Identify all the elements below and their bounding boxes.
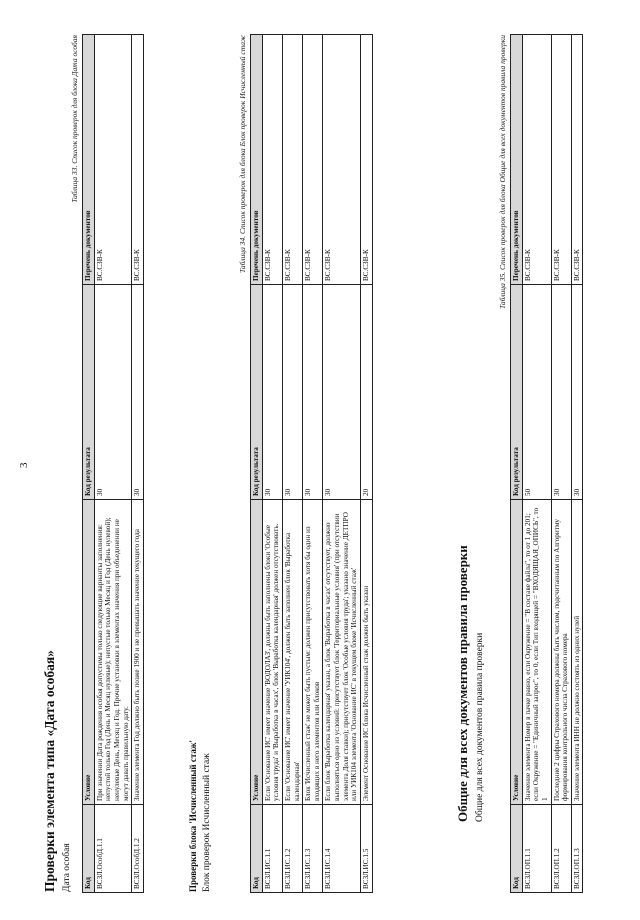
cell-code: ВСЗЛ.ИС.1.2 <box>282 805 302 893</box>
cell-condition: Последние 2 цифры Страхового номера должны быть числом, подсчитанным по Алгоритму формирования контрольного числа Страхового номера <box>551 500 571 805</box>
cell-result-code: 30 <box>323 285 361 500</box>
cell-code: ВСЗЛ.ИС.1.3 <box>303 805 323 893</box>
cell-result-code: 30 <box>262 285 282 500</box>
cell-code: ВСЗЛ.ИС.1.1 <box>262 805 282 893</box>
header-code: Код <box>511 805 523 893</box>
section-heading-general: Общие для всех документов правила проверки <box>455 545 470 822</box>
table-33 <box>82 34 144 893</box>
cell-documents: ВС.СЗВ-К <box>323 35 361 285</box>
cell-result-code: 30 <box>551 285 571 500</box>
cell-documents: ВС.СЗВ-К <box>522 35 551 285</box>
header-code: Код <box>251 805 263 893</box>
header-documents: Перечень документов <box>83 35 95 285</box>
table-header-row <box>511 35 523 893</box>
cell-result-code: 30 <box>282 285 302 500</box>
cell-documents: ВС.СЗВ-К <box>262 35 282 285</box>
table-row <box>571 35 583 893</box>
section-subheading-date: Дата особая <box>62 843 72 892</box>
table-header-row <box>251 35 263 893</box>
table-35 <box>510 34 583 893</box>
section-subheading-general: Общие для всех документов правила проверки <box>475 632 485 822</box>
cell-condition: Если 'Основание ИС' имеет значение 'УИК104', должен быть заполнен блок 'Выработка календарная' <box>282 500 302 805</box>
cell-condition: Значение элемента ИНН не должно состоять из одних нулей <box>571 500 583 805</box>
cell-result-code: 30 <box>303 285 323 500</box>
cell-condition: Если 'Основание ИС' имеет значение 'ВОДОЛАЗ', должны быть заполнены блоки 'Особые условия труда' и 'Выработка в часах', блок 'Выработка календарная' должен отсутствовать. <box>262 500 282 805</box>
table-caption-34: Таблица 34. Список проверок для блока Блок проверок Исчисленный стаж <box>238 35 247 273</box>
cell-result-code: 30 <box>571 285 583 500</box>
cell-documents: ВС.СЗВ-К <box>551 35 571 285</box>
table-row <box>551 35 571 893</box>
cell-code: ВСЗЛ.ОсобД.1.2 <box>132 805 144 893</box>
cell-documents: ВС.СЗВ-К <box>132 35 144 285</box>
cell-result-code: 50 <box>522 285 551 500</box>
cell-code: ВСЗЛ.ОП.1.2 <box>551 805 571 893</box>
cell-documents: ВС.СЗВ-К <box>361 35 373 285</box>
table-caption-33: Таблица 33. Список проверок для блока Дата особая <box>70 35 79 203</box>
cell-documents: ВС.СЗВ-К <box>303 35 323 285</box>
table-caption-35: Таблица 35. Список проверок для блока Общие для всех документов правила проверки <box>498 35 507 309</box>
cell-code: ВСЗЛ.ОсобД.1.1 <box>94 805 132 893</box>
table-row <box>303 35 323 893</box>
cell-code: ВСЗЛ.ИС.1.5 <box>361 805 373 893</box>
cell-code: ВСЗЛ.ОП.1.1 <box>522 805 551 893</box>
header-condition: Условие <box>251 500 263 805</box>
cell-result-code: 30 <box>132 285 144 500</box>
header-result-code: Код результата <box>251 285 263 500</box>
header-documents: Перечень документов <box>511 35 523 285</box>
header-documents: Перечень документов <box>251 35 263 285</box>
table-header-row <box>83 35 95 893</box>
header-result-code: Код результата <box>83 285 95 500</box>
cell-documents: ВС.СЗВ-К <box>571 35 583 285</box>
cell-documents: ВС.СЗВ-К <box>94 35 132 285</box>
section-subheading-stazh: Блок проверок Исчисленный стаж <box>202 753 212 892</box>
section-heading-stazh: Проверки блока 'Исчисленный стаж' <box>188 740 198 892</box>
cell-condition: Значение элемента Год должно быть позже 1900 и не превышать значение текущего года <box>132 500 144 805</box>
header-code: Код <box>83 805 95 893</box>
table-34 <box>250 34 373 893</box>
page-number: 3 <box>18 462 30 468</box>
cell-condition: Элемент Основание ИС блока Исчисленный стаж должен быть указан <box>361 500 373 805</box>
cell-condition: Блок 'Исчисленный стаж' не может быть пустым: должен присутствовать хотя бы один из входящих в него элементов или блоков <box>303 500 323 805</box>
cell-condition: Если блок 'Выработка календарная' указан, а блок 'Выработка в часах' отсутствует, должно выполняться одно из условий: присутствует блок 'Территориальные условия' (при отсутствии элемента Доля ставки); присутствует блок 'Особые условия труда'; указано значение ДЕТПРО или УИК104 элемента 'Основание ИС' в текущем блоке 'Исчисленный стаж' <box>323 500 361 805</box>
section-heading-date: Проверки элемента типа «Дата особая» <box>42 650 57 892</box>
table-row <box>282 35 302 893</box>
cell-result-code: 30 <box>94 285 132 500</box>
header-result-code: Код результата <box>511 285 523 500</box>
header-condition: Условие <box>83 500 95 805</box>
cell-code: ВСЗЛ.ИС.1.4 <box>323 805 361 893</box>
table-row <box>94 35 132 893</box>
cell-documents: ВС.СЗВ-К <box>282 35 302 285</box>
cell-code: ВСЗЛ.ОП.1.3 <box>571 805 583 893</box>
table-row <box>262 35 282 893</box>
header-condition: Условие <box>511 500 523 805</box>
table-row <box>132 35 144 893</box>
table-row <box>361 35 373 893</box>
table-row <box>323 35 361 893</box>
cell-condition: Значение элемента Номер в пачке равно, если Окружение = "В составе файла", то от 1 до 201; если Окружение = "Единичный запрос", то 0, если Тип входящей = "ВХОДЯЩАЯ_ОПИСЬ", то 1 <box>522 500 551 805</box>
table-row <box>522 35 551 893</box>
cell-condition: При значении Дата рождения особая допустимы только следующие варианты заполнения: непустой только Год (День и Месяц нулевые); непустые только Месяц и Год (День нулевой); ненулевые День, Месяц и Год. Прочие установки в элементах значения при объединении не могут давать правильную дату. <box>94 500 132 805</box>
cell-result-code: 20 <box>361 285 373 500</box>
